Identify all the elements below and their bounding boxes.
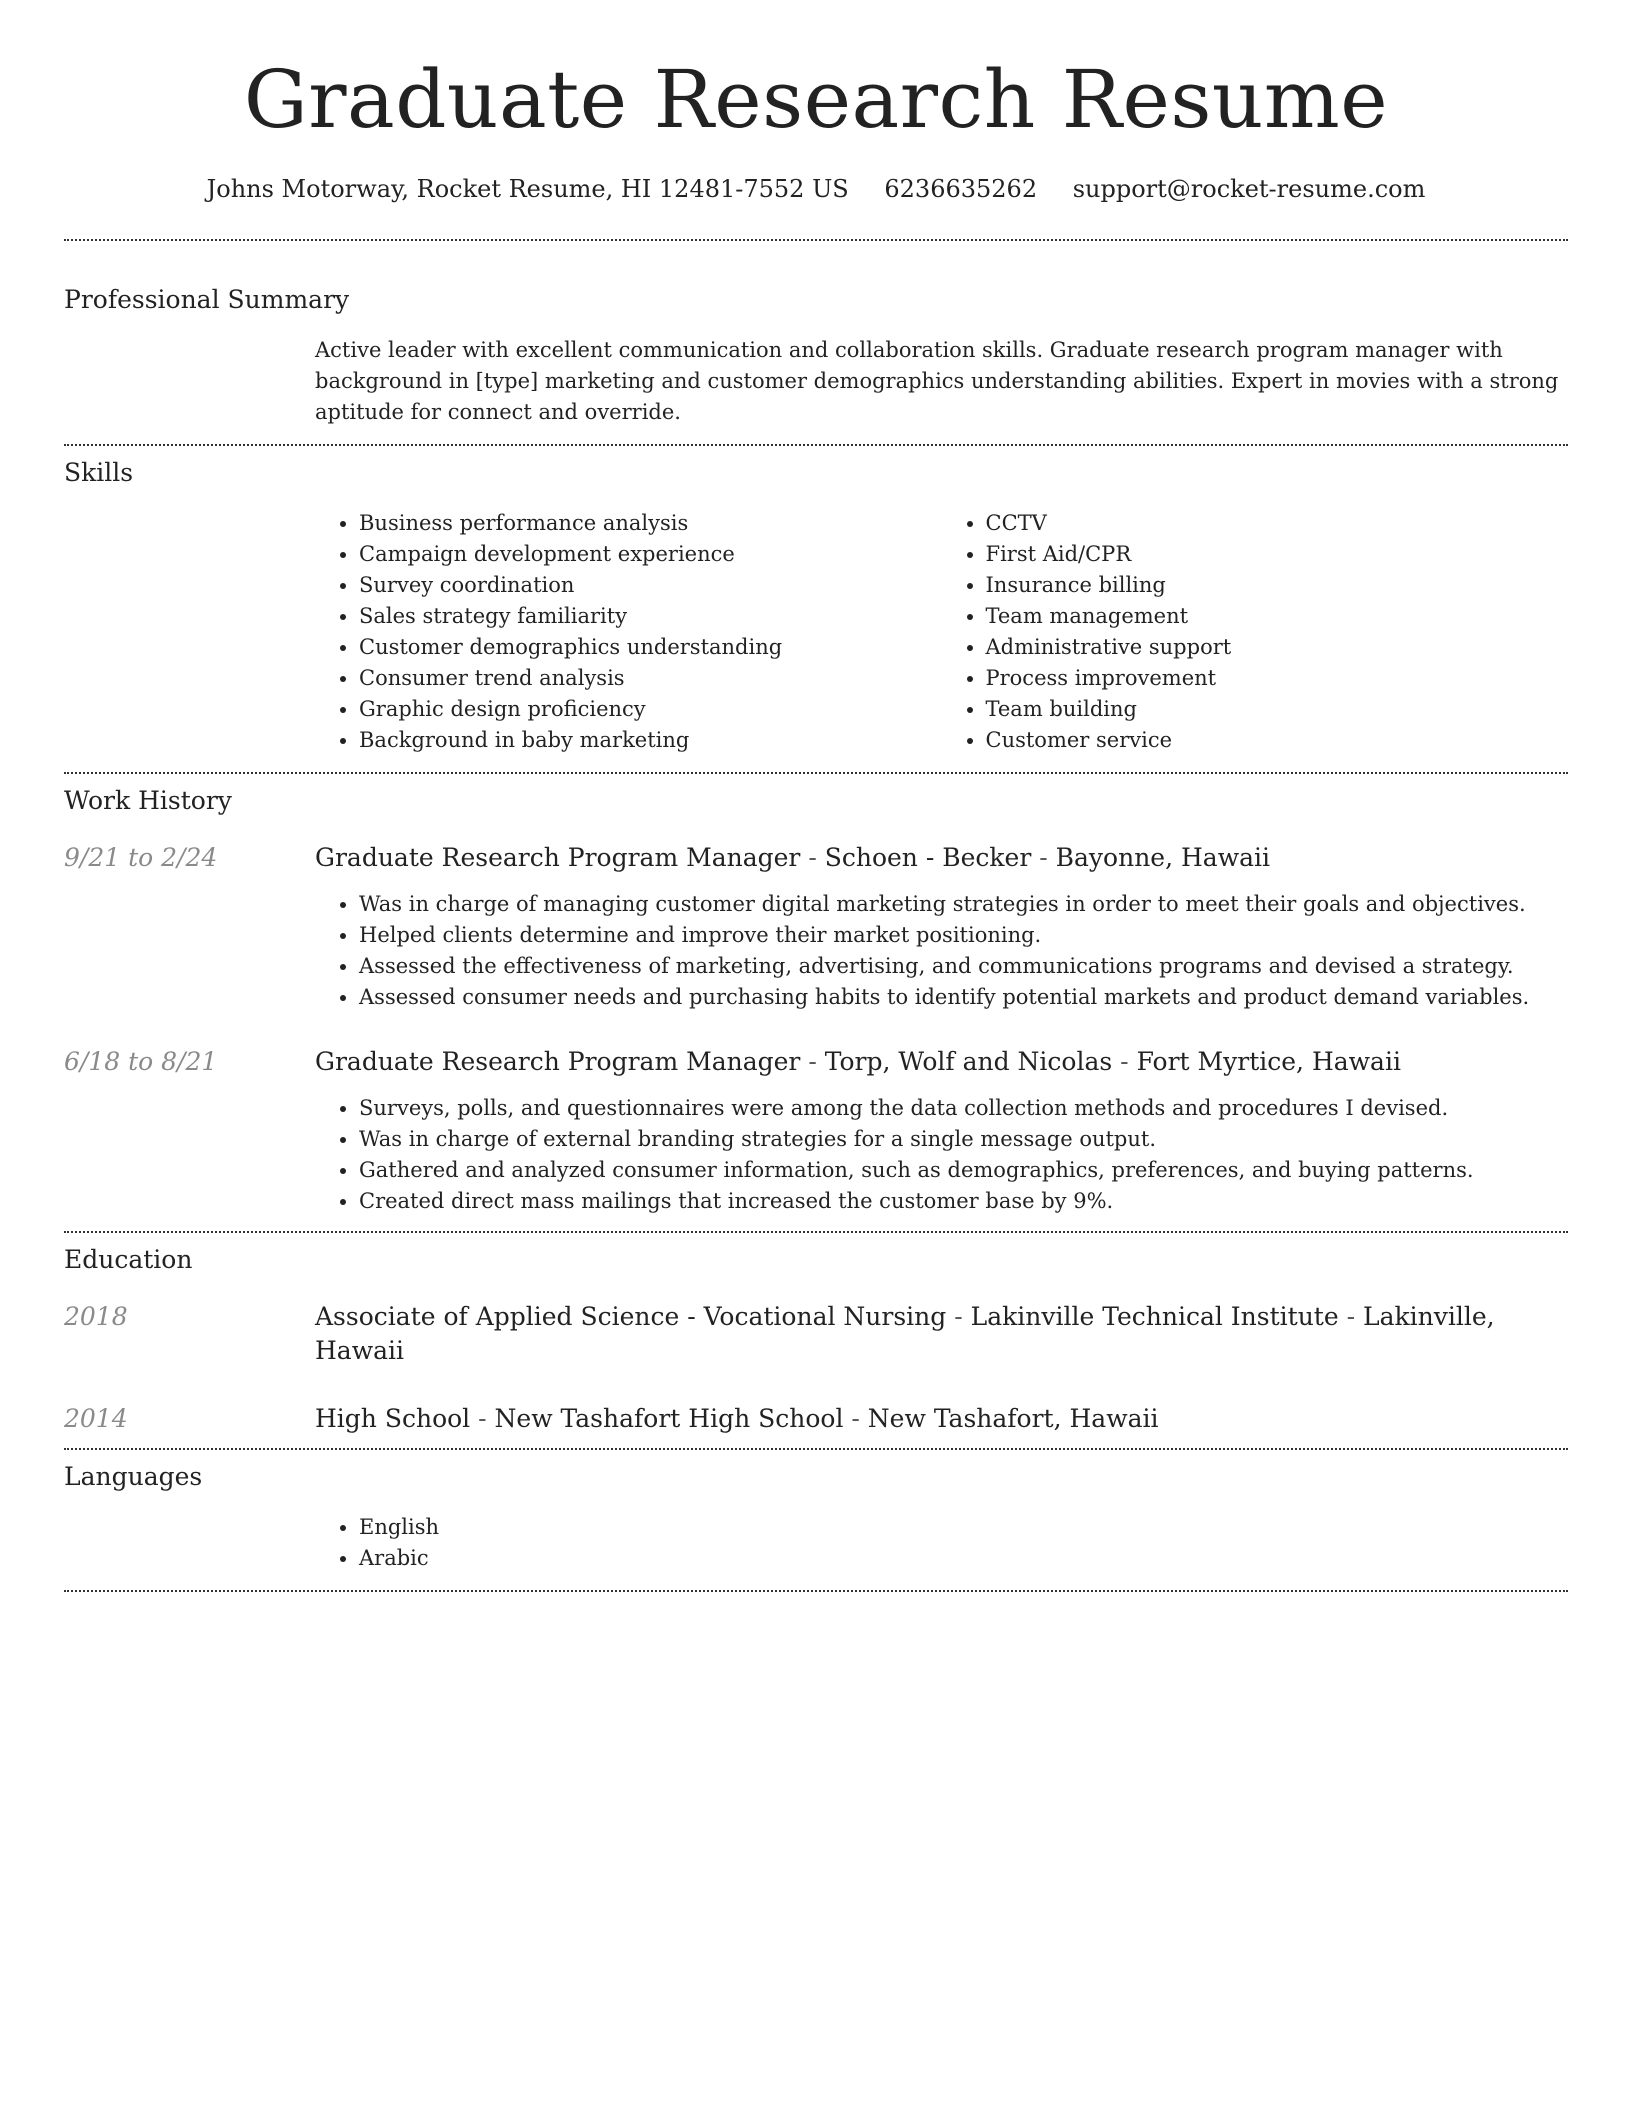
- languages-section: [64, 1450, 1568, 1590]
- summary-section: [64, 241, 1568, 444]
- language-item: • Arabic: [359, 1543, 1568, 1574]
- job-heading: [315, 1045, 1568, 1079]
- job-entry: [64, 1045, 1568, 1217]
- job-location: Bayonne, Hawaii: [1055, 843, 1270, 872]
- job-entry: [64, 841, 1568, 1013]
- job-bullet: • Created direct mass mailings that increased the customer base by 9%.: [359, 1186, 1568, 1217]
- education-location: Lakinville, Hawaii: [315, 1302, 1495, 1365]
- contact-phone: 6236635262: [884, 175, 1038, 203]
- separator: -: [1338, 1302, 1363, 1331]
- contact-line: [64, 172, 1568, 206]
- skill-item: • Customer demographics understanding: [359, 632, 942, 663]
- section-title-summary: Professional Summary: [64, 285, 350, 314]
- job-company: Torp, Wolf and Nicolas: [824, 1047, 1113, 1076]
- skill-item: • Consumer trend analysis: [359, 663, 942, 694]
- job-bullet: • Was in charge of external branding strategies for a single message output.: [359, 1124, 1568, 1155]
- education-entry: [64, 1402, 1568, 1436]
- job-location: Fort Myrtice, Hawaii: [1136, 1047, 1401, 1076]
- job-bullet: • Helped clients determine and improve their market positioning.: [359, 920, 1568, 951]
- section-title-skills: Skills: [64, 458, 134, 487]
- education-degree: Associate of Applied Science - Vocational Nursing: [315, 1302, 947, 1331]
- skills-section: [64, 446, 1568, 772]
- skill-item: • Insurance billing: [986, 570, 1569, 601]
- work-section: [64, 774, 1568, 1231]
- separator: -: [800, 1047, 825, 1076]
- skill-item: • Team management: [986, 601, 1569, 632]
- resume-title: Graduate Research Resume: [243, 53, 1389, 146]
- job-title: Graduate Research Program Manager: [315, 843, 801, 872]
- skill-item: • Campaign development experience: [359, 539, 942, 570]
- skill-item: • Graphic design proficiency: [359, 694, 942, 725]
- education-section: [64, 1233, 1568, 1448]
- education-entry: [64, 1300, 1568, 1368]
- contact-email: support@rocket-resume.com: [1072, 175, 1426, 203]
- job-bullet: • Assessed consumer needs and purchasing habits to identify potential markets and product demand variables.: [359, 982, 1568, 1013]
- section-title-work: Work History: [64, 786, 232, 815]
- job-bullet: • Gathered and analyzed consumer information, such as demographics, preferences, and buying patterns.: [359, 1155, 1568, 1186]
- skill-item: • CCTV: [986, 508, 1569, 539]
- contact-address: Johns Motorway, Rocket Resume, HI 12481-7552 US: [206, 175, 849, 203]
- job-dates: 6/18 to 8/21: [64, 1047, 218, 1076]
- skill-item: • Survey coordination: [359, 570, 942, 601]
- skill-item: • Team building: [986, 694, 1569, 725]
- skill-item: • Sales strategy familiarity: [359, 601, 942, 632]
- job-title: Graduate Research Program Manager: [315, 1047, 801, 1076]
- job-bullets: [315, 889, 1568, 1013]
- job-bullet: • Surveys, polls, and questionnaires were among the data collection methods and procedures I devised.: [359, 1093, 1568, 1124]
- education-school: Lakinville Technical Institute: [970, 1302, 1339, 1331]
- separator: -: [1031, 843, 1056, 872]
- skill-item: • Business performance analysis: [359, 508, 942, 539]
- separator: -: [946, 1302, 971, 1331]
- languages-list: [315, 1512, 1568, 1574]
- job-bullets: [315, 1093, 1568, 1217]
- separator: -: [843, 1404, 868, 1433]
- summary-text: Active leader with excellent communication and collaboration skills. Graduate research program manager with background in [type] marketing and customer demographics understanding abilities. Expert in movies with a strong aptitude for connect and override.: [315, 338, 1559, 424]
- separator: -: [800, 843, 825, 872]
- job-heading: [315, 841, 1568, 875]
- language-item: • English: [359, 1512, 1568, 1543]
- education-heading: [315, 1300, 1568, 1368]
- skill-item: • First Aid/CPR: [986, 539, 1569, 570]
- section-title-languages: Languages: [64, 1462, 203, 1491]
- education-heading: [315, 1402, 1568, 1436]
- skills-list-right: [942, 508, 1569, 756]
- skill-item: • Background in baby marketing: [359, 725, 942, 756]
- education-location: New Tashafort, Hawaii: [867, 1404, 1159, 1433]
- separator: -: [470, 1404, 495, 1433]
- job-company: Schoen - Becker: [824, 843, 1032, 872]
- resume-page: [64, 0, 1568, 1592]
- job-bullet: • Assessed the effectiveness of marketing, advertising, and communications programs and devised a strategy.: [359, 951, 1568, 982]
- education-year: 2018: [64, 1302, 128, 1331]
- job-dates: 9/21 to 2/24: [64, 843, 218, 872]
- education-year: 2014: [64, 1404, 128, 1433]
- separator: -: [1112, 1047, 1137, 1076]
- education-degree: High School: [315, 1404, 471, 1433]
- skill-item: • Customer service: [986, 725, 1569, 756]
- section-title-education: Education: [64, 1245, 193, 1274]
- divider: [64, 1590, 1568, 1592]
- skill-item: • Process improvement: [986, 663, 1569, 694]
- education-school: New Tashafort High School: [494, 1404, 844, 1433]
- job-bullet: • Was in charge of managing customer digital marketing strategies in order to meet their goals and objectives.: [359, 889, 1568, 920]
- skills-list-left: [315, 508, 942, 756]
- skill-item: • Administrative support: [986, 632, 1569, 663]
